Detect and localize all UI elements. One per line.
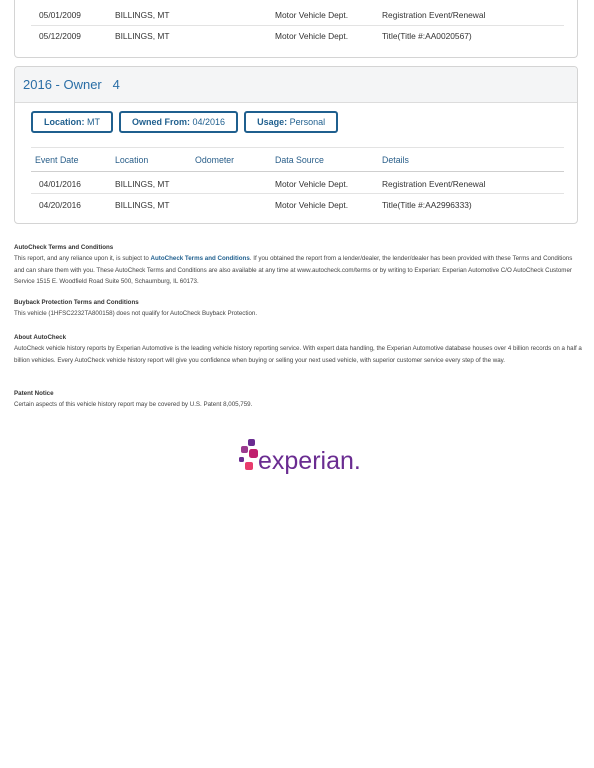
- column-odometer: Odometer: [195, 155, 235, 165]
- owner-header: [15, 67, 577, 103]
- event-location: BILLINGS, MT: [115, 200, 170, 210]
- patent-heading: Patent Notice: [14, 390, 54, 397]
- logo-dot: [239, 457, 244, 462]
- patent-section: [14, 388, 584, 411]
- owned-from-badge: [119, 111, 238, 133]
- location-label: Location:: [44, 117, 85, 127]
- owner-card: [14, 66, 578, 224]
- event-source: Motor Vehicle Dept.: [275, 179, 349, 189]
- patent-text: Certain aspects of this vehicle history report may be covered by U.S. Patent 8,005,759.: [14, 401, 253, 409]
- terms-text-end: . If you obtained the report from a lender/dealer, the lender/dealer has been provided with these Terms and Conditions and can share them with you. These AutoCheck Terms and Conditions are also available at any time at www.autocheck.com/terms or by writing to Experian: Experian Automotive C/O AutoCheck Customer Service 1515 E. Woodfield Road Suite 500, Schaumburg, IL 60173.: [14, 255, 573, 286]
- event-date: 04/20/2016: [39, 200, 81, 210]
- column-details: Details: [382, 155, 409, 165]
- owned-from-value: 04/2016: [192, 117, 226, 127]
- buyback-section: [14, 297, 584, 320]
- terms-text: [14, 253, 584, 287]
- logo-dot: [249, 449, 258, 458]
- terms-link[interactable]: AutoCheck Terms and Conditions: [150, 255, 250, 263]
- row-divider: [31, 25, 564, 26]
- owner-summary: [31, 111, 338, 133]
- row-divider: [31, 193, 564, 194]
- location-value: MT: [87, 117, 101, 127]
- about-text: AutoCheck vehicle history reports by Experian Automotive is the leading vehicle history reporting service. With expert data handling, the Experian Automotive database houses over 4 billion records on a half a billion vehicles. Every AutoCheck vehicle history report will give you confidence when buying or selling your next used vehicle, with superior customer service every step of the way.: [14, 345, 582, 364]
- event-location: BILLINGS, MT: [115, 179, 170, 189]
- event-source: Motor Vehicle Dept.: [275, 10, 349, 20]
- logo-dot: [241, 446, 248, 453]
- column-event-date: Event Date: [35, 155, 79, 165]
- event-details: Title(Title #:AA2996333): [382, 200, 472, 210]
- about-heading: About AutoCheck: [14, 334, 67, 341]
- buyback-heading: Buyback Protection Terms and Conditions: [14, 299, 139, 306]
- previous-owner-card: [14, 0, 578, 58]
- terms-text-start: This report, and any reliance upon it, is subject to: [14, 255, 151, 263]
- event-details: Title(Title #:AA0020567): [382, 31, 472, 41]
- header-divider-top: [31, 147, 564, 148]
- owner-number: 4: [112, 77, 120, 92]
- column-data-source: Data Source: [275, 155, 324, 165]
- usage-badge: [244, 111, 338, 133]
- event-source: Motor Vehicle Dept.: [275, 31, 349, 41]
- event-location: BILLINGS, MT: [115, 31, 170, 41]
- event-location: BILLINGS, MT: [115, 10, 170, 20]
- event-date: 04/01/2016: [39, 179, 81, 189]
- event-source: Motor Vehicle Dept.: [275, 200, 349, 210]
- event-date: 05/12/2009: [39, 31, 81, 41]
- column-location: Location: [115, 155, 149, 165]
- owner-title: 2016 - Owner: [23, 77, 102, 92]
- experian-logo: [238, 437, 363, 477]
- location-badge: [31, 111, 113, 133]
- owned-from-label: Owned From:: [132, 117, 191, 127]
- header-divider: [31, 171, 564, 172]
- event-date: 05/01/2009: [39, 10, 81, 20]
- logo-dot: [245, 462, 253, 470]
- logo-dot: [248, 439, 255, 446]
- usage-label: Usage:: [257, 117, 288, 127]
- event-details: Registration Event/Renewal: [382, 10, 486, 20]
- buyback-text: This vehicle (1HFSC2232TA800158) does not qualify for AutoCheck Buyback Protection.: [14, 310, 258, 318]
- event-details: Registration Event/Renewal: [382, 179, 486, 189]
- logo-wordmark: experian.: [258, 447, 361, 475]
- terms-section: [14, 242, 584, 288]
- about-section: [14, 332, 584, 366]
- usage-value: Personal: [289, 117, 326, 127]
- terms-heading: AutoCheck Terms and Conditions: [14, 244, 114, 251]
